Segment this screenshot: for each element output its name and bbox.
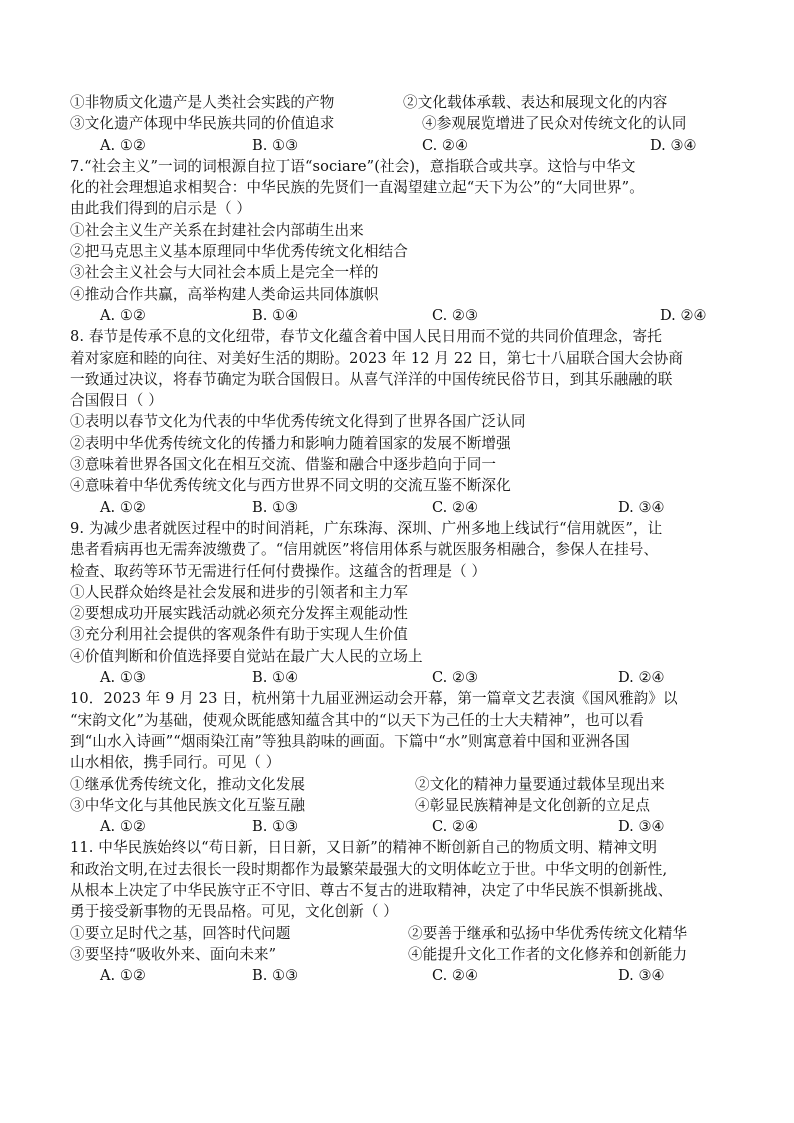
q7-choice-b[interactable]: B. ①④	[252, 306, 299, 324]
q10-stem-line: 山水相依，携手同行。可见（ ）	[70, 754, 281, 772]
q8-choice-b[interactable]: B. ①③	[252, 498, 299, 516]
q6-options-row-1	[70, 92, 726, 113]
q11-option-2: ②要善于继承和弘扬中华优秀传统文化精华	[408, 924, 688, 942]
q11-stem-line: 勇于接受新事物的无畏品格。可见，文化创新（ ）	[70, 903, 399, 921]
q10-choice-b[interactable]: B. ①③	[252, 818, 299, 836]
q11-choice-b[interactable]: B. ①③	[252, 967, 299, 985]
q9-option-2: ②要想成功开展实践活动就必须充分发挥主观能动性	[70, 605, 408, 623]
q8-option-2: ②表明中华优秀传统文化的传播力和影响力随着国家的发展不断增强	[70, 434, 511, 452]
q11-stem-line: 11. 中华民族始终以“苟日新，日日新，又日新”的精神不断创新自己的物质文明、精神文明	[70, 839, 658, 857]
q9-option-1: ①人民群众始终是社会发展和进步的引领者和主力军	[70, 583, 408, 601]
q9-stem-line: 患者看病再也无需奔波缴费了。“信用就医”将信用体系与就医服务相融合，参保人在挂号、	[70, 541, 659, 559]
q10-choice-d[interactable]: D. ③④	[618, 818, 665, 836]
q7-option-2: ②把马克思主义基本原理同中华优秀传统文化相结合	[70, 243, 408, 261]
q11-option-4: ④能提升文化工作者的文化修养和创新能力	[408, 945, 688, 963]
q9-option-4: ④价值判断和价值选择要自觉站在最广大人民的立场上	[70, 647, 423, 665]
q7-option-4: ④推动合作共赢，高举构建人类命运共同体旗帜	[70, 285, 379, 303]
q11-stem-line: 从根本上决定了中华民族守正不守旧、尊古不复古的进取精神，决定了中华民族不惧新挑战、	[70, 881, 673, 899]
q10-option-1: ①继承优秀传统文化，推动文化发展	[70, 775, 306, 793]
q8-choice-d[interactable]: D. ③④	[618, 498, 665, 516]
q10-options-row-2	[70, 795, 726, 816]
q11-option-3: ③要坚持“吸收外来、面向未来”	[70, 945, 277, 963]
q11-choice-c[interactable]: C. ②④	[432, 967, 479, 985]
q11-options-row-2	[70, 944, 726, 965]
q7-stem-line: 化的社会理想追求相契合：中华民族的先贤们一直渴望建立起“天下为公”的“大同世界”。	[70, 179, 644, 197]
q10-stem-line: “宋韵文化”为基础，使观众既能感知蕴含其中的“以天下为己任的士大夫精神”，也可以看	[70, 711, 644, 729]
q8-choice-a[interactable]: A. ①②	[100, 498, 146, 516]
q8-option-3: ③意味着世界各国文化在相互交流、借鉴和融合中逐步趋向于同一	[70, 456, 497, 474]
q8-stem-line: 8. 春节是传承不息的文化纽带，春节文化蕴含着中国人民日用而不觉的共同价值理念，寄托	[70, 328, 662, 346]
q7-stem-line: 由此我们得到的启示是（ ）	[70, 200, 252, 218]
q6-option-3: ③文化遗产体现中华民族共同的价值追求	[70, 115, 335, 133]
q9-stem-line: 9. 为减少患者就医过程中的时间消耗，广东珠海、深圳、广州多地上线试行“信用就医”，让	[70, 519, 663, 537]
q6-choices	[70, 135, 726, 156]
q7-option-1: ①社会主义生产关系在封建社会内部萌生出来	[70, 221, 364, 239]
q8-stem-line: 合国假日（ ）	[70, 392, 163, 410]
q10-options-row-1	[70, 774, 726, 795]
q7-option-3: ③社会主义社会与大同社会本质上是完全一样的	[70, 264, 379, 282]
q6-option-1: ①非物质文化遗产是人类社会实践的产物	[70, 94, 335, 111]
q7-choice-c[interactable]: C. ②③	[432, 306, 479, 324]
q6-choice-b[interactable]: B. ①③	[252, 136, 299, 154]
q8-stem-line: 着对家庭和睦的向往、对美好生活的期盼。2023 年 12 月 22 日，第七十八届联合国大会协商	[70, 349, 684, 367]
q11-choice-a[interactable]: A. ①②	[100, 967, 146, 985]
q10-choices	[70, 816, 726, 837]
q7-stem-line: 7.“社会主义”一词的词根源自拉丁语“sociare”(社会)，意指联合或共享。这恰与中华文	[70, 157, 636, 175]
q8-choices	[70, 497, 726, 518]
q8-stem-line: 一致通过决议，将春节确定为联合国假日。从喜气洋洋的中国传统民俗节日，到其乐融融的联	[70, 370, 673, 388]
q6-option-2: ②文化载体承载、表达和展现文化的内容	[403, 94, 668, 111]
q9-stem-line: 检查、取药等环节无需进行任何付费操作。这蕴含的哲理是（ ）	[70, 562, 487, 580]
q6-choice-a[interactable]: A. ①②	[100, 136, 146, 154]
q9-option-3: ③充分利用社会提供的客观条件有助于实现人生价值	[70, 626, 408, 644]
q9-choice-b[interactable]: B. ①④	[252, 669, 299, 687]
q9-choices	[70, 667, 726, 688]
q10-option-2: ②文化的精神力量要通过载体呈现出来	[415, 775, 665, 793]
q10-option-4: ④彰显民族精神是文化创新的立足点	[415, 796, 651, 814]
q8-choice-c[interactable]: C. ②④	[432, 498, 479, 516]
q10-choice-a[interactable]: A. ①②	[100, 818, 146, 836]
q7-choices	[70, 305, 726, 326]
q11-option-1: ①要立足时代之基，回答时代问题	[70, 924, 291, 942]
q6-choice-d[interactable]: D. ③④	[650, 136, 697, 154]
q9-choice-a[interactable]: A. ①③	[100, 669, 146, 687]
q9-choice-c[interactable]: C. ②③	[432, 669, 479, 687]
q10-stem-line: 到“山水入诗画”“烟雨染江南”等独具韵味的画面。下篇中“水”则寓意着中国和亚洲各国	[70, 732, 630, 750]
q10-choice-c[interactable]: C. ②④	[432, 818, 479, 836]
q7-choice-a[interactable]: A. ①②	[100, 306, 146, 324]
q6-options-row-2	[70, 113, 726, 134]
q10-option-3: ③中华文化与其他民族文化互鉴互融	[70, 796, 306, 814]
q10-stem-line: 10．2023 年 9 月 23 日，杭州第十九届亚洲运动会开幕，第一篇章文艺表演《国风雅韵》以	[70, 690, 678, 708]
q11-choices	[70, 965, 726, 986]
q6-option-4: ④参观展览增进了民众对传统文化的认同	[422, 115, 687, 133]
q8-option-1: ①表明以春节文化为代表的中华优秀传统文化得到了世界各国广泛认同	[70, 413, 526, 431]
q9-choice-d[interactable]: D. ②④	[618, 669, 665, 687]
q7-choice-d[interactable]: D. ②④	[660, 306, 707, 324]
q11-choice-d[interactable]: D. ③④	[618, 967, 665, 985]
q11-options-row-1	[70, 923, 726, 944]
q6-choice-c[interactable]: C. ②④	[422, 136, 469, 154]
q8-option-4: ④意味着中华优秀传统文化与西方世界不同文明的交流互鉴不断深化	[70, 477, 511, 495]
q11-stem-line: 和政治文明,在过去很长一段时期都作为最繁荣最强大的文明体屹立于世。中华文明的创新性,	[70, 860, 668, 878]
